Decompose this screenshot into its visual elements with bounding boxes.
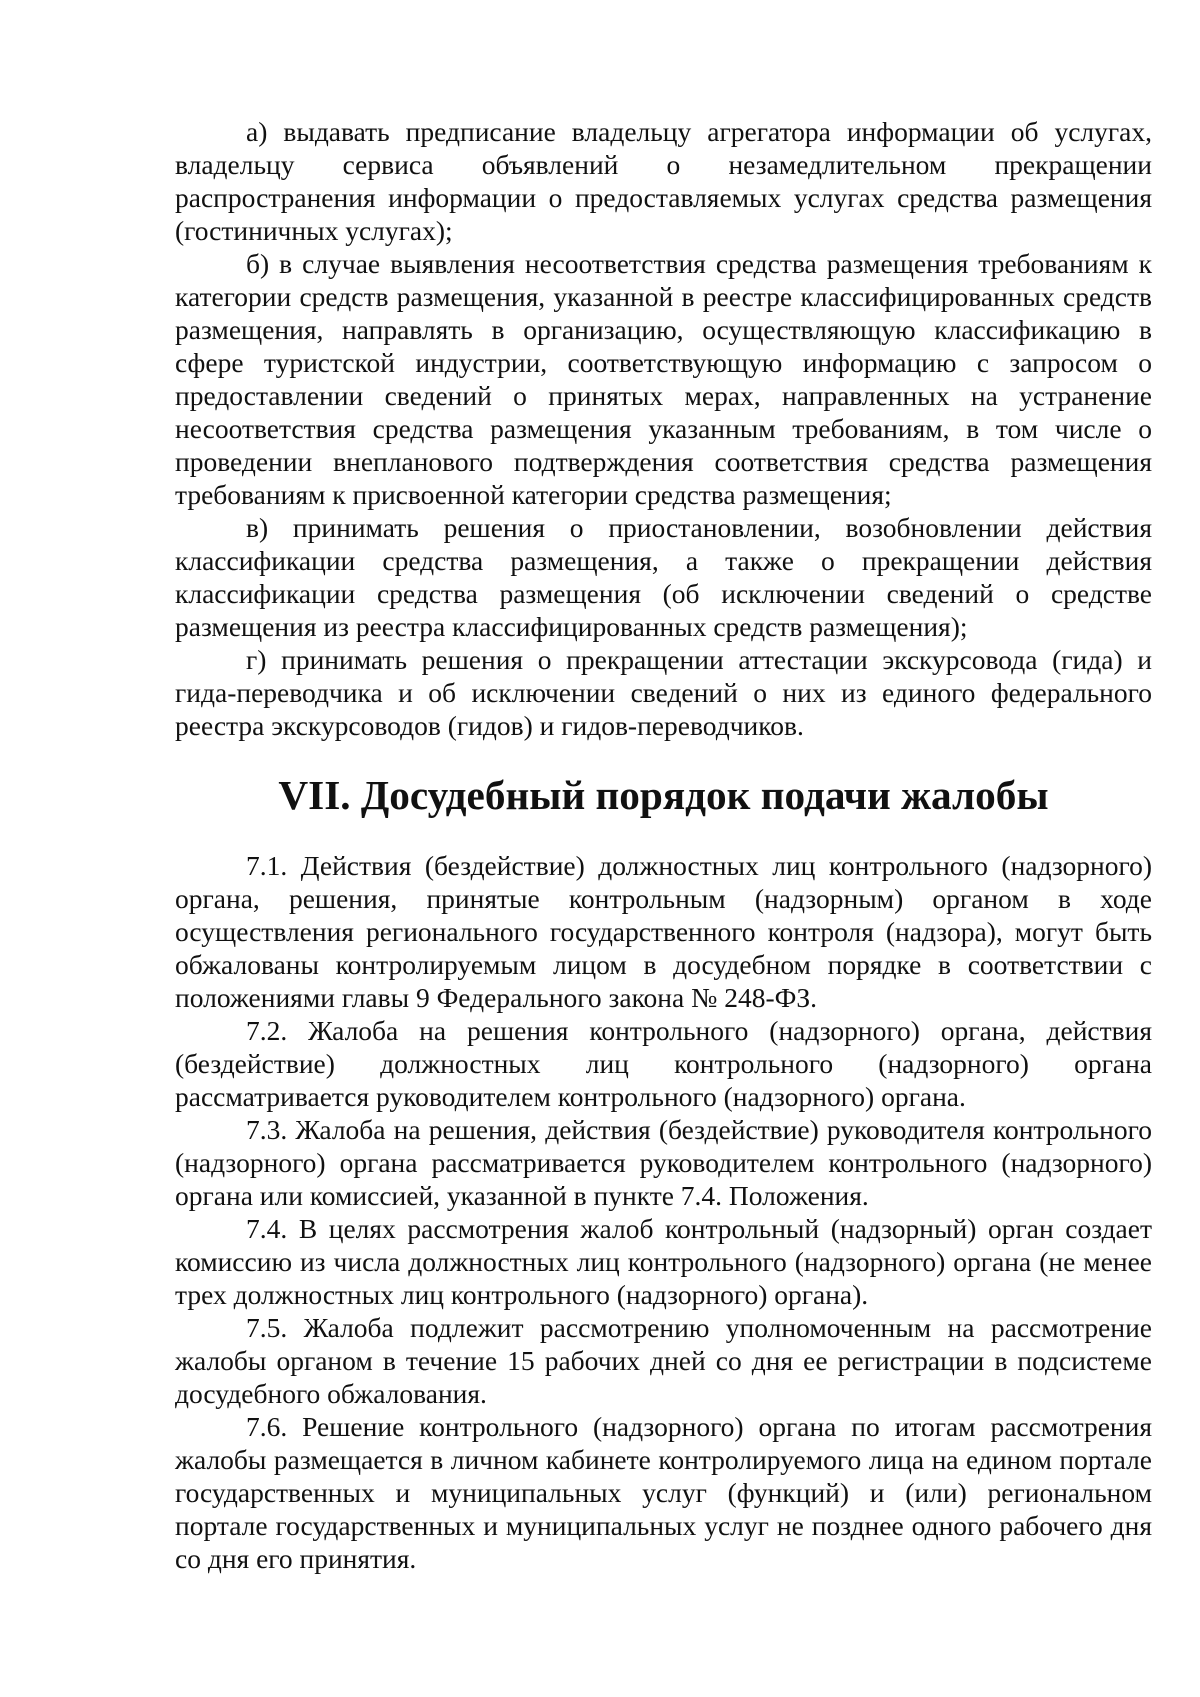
clause-7-1: 7.1. Действия (бездействие) должностных лиц контрольного (надзорного) органа, решения, принятые контрольным (надзорным) органом в ходе осуществления регионального государственного контроля (надзора), могут быть обжалованы контролируемым лицом в досудебном порядке в соответствии с положениями главы 9 Федерального закона № 248-ФЗ. xyxy=(175,850,1152,1013)
document-body xyxy=(175,115,1152,1575)
clause-7-6: 7.6. Решение контрольного (надзорного) органа по итогам рассмотрения жалобы размещается в личном кабинете контролируемого лица на едином портале государственных и муниципальных услуг (функций) и (или) региональном портале государственных и муниципальных услуг не позднее одного рабочего дня со дня его принятия. xyxy=(175,1411,1152,1574)
clause-7-2: 7.2. Жалоба на решения контрольного (надзорного) органа, действия (бездействие) должностных лиц контрольного (надзорного) органа рассматривается руководителем контрольного (надзорного) органа. xyxy=(175,1015,1152,1112)
section-heading: VII. Досудебный порядок подачи жалобы xyxy=(278,772,1049,818)
paragraph-v: в) принимать решения о приостановлении, возобновлении действия классификации средства размещения, а также о прекращении действия классификации средства размещения (об исключении сведений о средстве размещения из реестра классифицированных средств размещения); xyxy=(175,512,1152,642)
clause-7-4: 7.4. В целях рассмотрения жалоб контрольный (надзорный) орган создает комиссию из числа должностных лиц контрольного (надзорного) органа (не менее трех должностных лиц контрольного (надзорного) органа). xyxy=(175,1213,1152,1310)
clause-7-3: 7.3. Жалоба на решения, действия (бездействие) руководителя контрольного (надзорного) органа рассматривается руководителем контрольного (надзорного) органа или комиссией, указанной в пункте 7.4. Положения. xyxy=(175,1114,1152,1211)
paragraph-b: б) в случае выявления несоответствия средства размещения требованиям к категории средств размещения, указанной в реестре классифицированных средств размещения, направлять в организацию, осуществляющую классификацию в сфере туристской индустрии, соответствующую информацию с запросом о предоставлении сведений о принятых мерах, направленных на устранение несоответствия средства размещения указанным требованиям, в том числе о проведении внепланового подтверждения соответствия средства размещения требованиям к присвоенной категории средства размещения; xyxy=(175,248,1152,510)
paragraph-a: а) выдавать предписание владельцу агрегатора информации об услугах, владельцу сервиса объявлений о незамедлительном прекращении распространения информации о предоставляемых услугах средства размещения (гостиничных услугах); xyxy=(175,116,1152,246)
paragraph-g: г) принимать решения о прекращении аттестации экскурсовода (гида) и гида-переводчика и об исключении сведений о них из единого федерального реестра экскурсоводов (гидов) и гидов-переводчиков. xyxy=(175,644,1152,741)
clause-7-5: 7.5. Жалоба подлежит рассмотрению уполномоченным на рассмотрение жалобы органом в течение 15 рабочих дней со дня ее регистрации в подсистеме досудебного обжалования. xyxy=(175,1312,1152,1409)
